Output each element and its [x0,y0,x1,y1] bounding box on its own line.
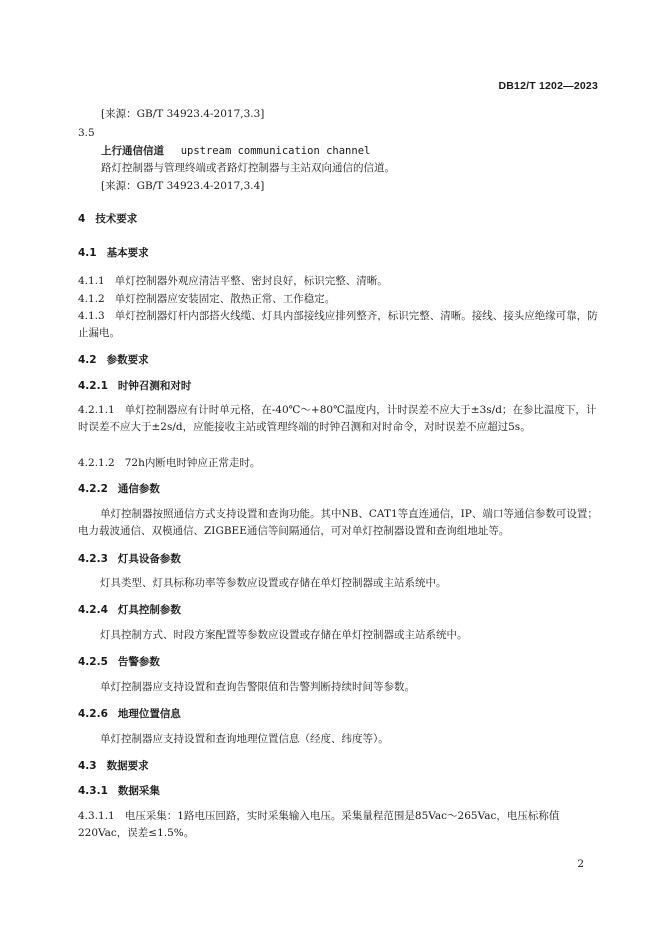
term-number: 3.5 [78,127,95,139]
document-code: DB12/T 1202—2023 [498,80,598,92]
clause [78,402,600,436]
section-number: 4.2.3 [78,553,108,565]
section-heading [78,352,149,368]
page-number: 2 [577,858,584,870]
section-number: 4.2.2 [78,483,108,495]
clause-text: 单灯控制器应安装固定、散热正常、工作稳定。 [114,293,336,305]
section-number: 4.2.1 [78,380,108,392]
clause-number: 4.2.1.2 [78,457,115,469]
term-definition: 路灯控制器与管理终端或者路灯控制器与主站双向通信的信道。 [101,162,395,174]
clause [78,291,335,307]
section-title: 基本要求 [106,247,149,259]
section-title: 灯具控制参数 [117,604,181,616]
section-title: 技术要求 [95,213,138,225]
clause-text: 电压采集：1路电压回路，实时采集输入电压。采集量程范围是85Vac～265Vac，电压标称值220Vac，误差≤1.5%。 [78,810,560,839]
section-heading [78,706,181,722]
clause-text: 单灯控制器应有计时单元格，在-40℃～+80℃温度内，计时误差不应大于±3s/d；在参比温度下，计时误差不应大于±2s/d，应能接收主站或管理终端的时钟召测和对时命令，对时误差不应超过5s。 [78,404,597,433]
clause-text: 单灯控制器外观应清洁平整、密封良好，标识完整、清晰。 [114,275,388,287]
clause-number: 4.1.3 [78,310,105,322]
term-title [101,143,370,159]
section-heading [78,551,181,567]
clause-number: 4.1.1 [78,275,105,287]
clause [78,308,600,342]
clause-text: 72h内断电时钟应正常走时。 [124,457,261,469]
section-title: 告警参数 [117,656,160,668]
clause-text: 单灯控制器灯杆内部搭火线缆、灯具内部接线应排列整齐，标识完整、清晰。接线、接头应绝缘可靠，防止漏电。 [78,310,598,339]
section-heading [78,378,191,394]
section-number: 4.2.5 [78,656,108,668]
section-heading [78,783,160,799]
clause [78,273,388,289]
section-number: 4.3.1 [78,785,108,797]
paragraph: 灯具控制方式、时段方案配置等参数应设置或存储在单灯控制器或主站系统中。 [100,629,468,641]
section-title: 灯具设备参数 [117,553,181,565]
term-title-cn: 上行通信信道 [101,145,164,157]
paragraph: 灯具类型、灯具标称功率等参数应设置或存储在单灯控制器或主站系统中。 [100,577,447,589]
section-title: 参数要求 [106,354,149,366]
section-heading [78,481,160,497]
section-title: 地理位置信息 [117,708,181,720]
section-title: 通信参数 [117,483,160,495]
term-title-en: upstream communication channel [180,145,371,157]
section-number: 4.1 [78,247,97,259]
section-number: 4.2.6 [78,708,108,720]
section-number: 4.2.4 [78,604,108,616]
section-heading [78,211,137,227]
section-number: 4.3 [78,760,97,772]
paragraph: 单灯控制器应支持设置和查询告警限值和告警判断持续时间等参数。 [100,681,415,693]
source-note: [来源：GB/T 34923.4-2017,3.4] [101,180,265,192]
paragraph: 单灯控制器按照通信方式支持设置和查询功能。其中NB、CAT1等直连通信，IP、端口等通信参数可设置；电力载波通信、双模通信、ZIGBEE通信等间隔通信，可对单灯控制器设置和查询组地址等。 [78,508,598,537]
section-heading [78,602,181,618]
paragraph: 单灯控制器应支持设置和查询地理位置信息（经度、纬度等）。 [100,733,389,745]
clause-number: 4.3.1.1 [78,810,115,822]
section-title: 时钟召测和对时 [117,380,192,392]
source-note: [来源：GB/T 34923.4-2017,3.3] [101,108,265,120]
section-heading [78,758,149,774]
section-heading [78,245,149,261]
clause-number: 4.1.2 [78,293,105,305]
section-number: 4.2 [78,354,97,366]
section-number: 4 [78,213,86,225]
clause-number: 4.2.1.1 [78,404,115,416]
section-title: 数据采集 [117,785,160,797]
clause [78,808,600,842]
section-title: 数据要求 [106,760,149,772]
section-heading [78,654,160,670]
clause [78,455,260,471]
